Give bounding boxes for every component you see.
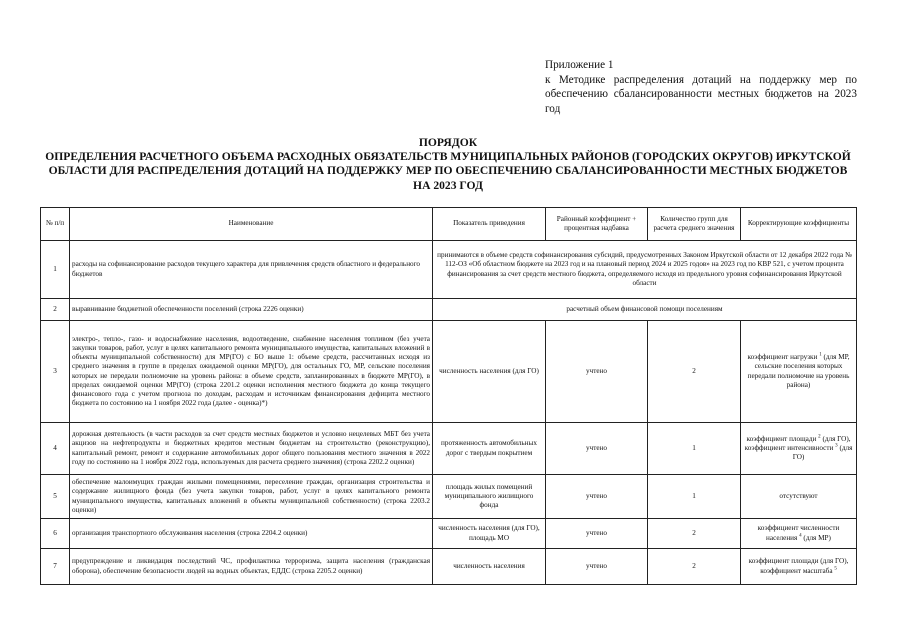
row-name: выравнивание бюджетной обеспеченности поселений (строка 2226 оценки)	[70, 299, 433, 321]
table-row	[41, 241, 857, 299]
row-correction	[741, 549, 857, 585]
table-row	[41, 321, 857, 423]
footnote-mark: 5	[834, 566, 837, 572]
header-name: Наименование	[70, 208, 433, 241]
correction-text-cont: (для МР)	[803, 533, 831, 542]
footnote-mark: 2	[818, 434, 821, 440]
row-number: 6	[41, 519, 70, 549]
row-merged-value: расчетный объем финансовой помощи поселениям	[433, 299, 857, 321]
header-correction: Корректирующие коэффициенты	[741, 208, 857, 241]
row-correction	[741, 423, 857, 475]
row-indicator: численность населения (для ГО)	[433, 321, 546, 423]
row-name: электро-, тепло-, газо- и водоснабжение населения, водоотведение, снабжение населения топливом (без учета закупки товаров, работ, услуг в целях капитального ремонта муниципального имущества, капитальных вложений в объекты муниципальной собственности) для МР(ГО) с БО выше 1: объеме средств, рассчитанных исходя из среднего значения в группе в пределах ожидаемой оценки МР(ГО), для остальных ГО, МР, сельские поселения которых не передали полномочие на уровень района: в объеме средств, запланированных в бюджете МР(ГО), в пределах ожидаемой оценки МР(ГО) (строка 2201.2 оценки исполнения местного бюджета до конца текущего финансового года с учетом прогноза по доходам, расходам и источникам финансирования дефицита местного бюджета по состоянию на 1 ноября 2022 года (далее - оценка)*)	[70, 321, 433, 423]
row-number: 5	[41, 475, 70, 519]
annex-text: к Методике распределения дотаций на поддержку мер по обеспечению сбалансированности местных бюджетов на 2023 год	[545, 73, 857, 115]
correction-text: коэффициент нагрузки	[747, 353, 818, 362]
row-correction: отсутствуют	[741, 475, 857, 519]
correction-text-cont: (для МР, сельские поселения которых передали полномочие на уровень района)	[747, 353, 850, 389]
row-number: 1	[41, 241, 70, 299]
row-number: 2	[41, 299, 70, 321]
correction-text: коэффициент площади	[746, 434, 817, 443]
row-indicator: протяженность автомобильных дорог с твердым покрытием	[433, 423, 546, 475]
row-groups: 2	[648, 321, 741, 423]
table-row	[41, 549, 857, 585]
row-name: организация транспортного обслуживания населения (строка 2204.2 оценки)	[70, 519, 433, 549]
table-row	[41, 299, 857, 321]
table-row	[41, 519, 857, 549]
row-name: обеспечение малоимущих граждан жилыми помещениями, переселение граждан, организация строительства и содержание жилищного фонда (без учета закупки товаров, работ, услуг в целях капитального ремонта муниципального имущества, капитальных вложений в объекты муниципальной собственности) (строка 2203.2 оценки)	[70, 475, 433, 519]
row-number: 3	[41, 321, 70, 423]
footnote-mark: 3	[835, 443, 838, 449]
row-groups: 1	[648, 423, 741, 475]
header-indicator: Показатель приведения	[433, 208, 546, 241]
row-groups: 1	[648, 475, 741, 519]
correction-text-end: (для ГО)	[792, 443, 853, 462]
annex-number: Приложение 1	[545, 59, 614, 71]
title-heading: ПОРЯДОК	[418, 136, 478, 149]
footnote-mark: 1	[819, 352, 822, 358]
header-number: № п/п	[41, 208, 70, 241]
table-header-row	[41, 208, 857, 241]
row-coefficient: учтено	[546, 475, 648, 519]
header-coefficient: Районный коэффициент + процентная надбавка	[546, 208, 648, 241]
row-indicator: численность населения	[433, 549, 546, 585]
table-row	[41, 475, 857, 519]
annex-note	[545, 58, 857, 116]
row-groups: 2	[648, 549, 741, 585]
row-merged-value: принимаются в объеме средств софинансирования субсидий, предусмотренных Законом Иркутской области от 12 декабря 2022 года № 112-ОЗ «Об областном бюджете на 2023 год и на плановый период 2024 и 2025 годов» на 2023 год по КВР 521, с учетом процента финансирования за счет средств местного бюджета, определяемого исходя из предельного уровня софинансирования Иркутской области	[433, 241, 857, 299]
row-coefficient: учтено	[546, 321, 648, 423]
row-coefficient: учтено	[546, 549, 648, 585]
header-groups: Количество групп для расчета среднего значения	[648, 208, 741, 241]
row-indicator: численность населения (для ГО), площадь МО	[433, 519, 546, 549]
table-row	[41, 423, 857, 475]
row-name: предупреждение и ликвидация последствий ЧС, профилактика терроризма, защита населения (гражданская оборона), обеспечение безопасности людей на водных объектах, ЕДДС (строка 2205.2 оценки)	[70, 549, 433, 585]
row-groups: 2	[648, 519, 741, 549]
footnote-mark: 4	[799, 533, 802, 539]
row-name: расходы на софинансирование расходов текущего характера для привлечения средств областного и федерального бюджетов	[70, 241, 433, 299]
distribution-table	[40, 207, 857, 585]
row-number: 7	[41, 549, 70, 585]
row-coefficient: учтено	[546, 423, 648, 475]
row-coefficient: учтено	[546, 519, 648, 549]
title-subheading: ОПРЕДЕЛЕНИЯ РАСЧЕТНОГО ОБЪЕМА РАСХОДНЫХ ОБЯЗАТЕЛЬСТВ МУНИЦИПАЛЬНЫХ РАЙОНОВ (ГОРОДСКИХ ОКРУГОВ) ИРКУТСКОЙ ОБЛАСТИ ДЛЯ РАСПРЕДЕЛЕНИЯ ДОТАЦИЙ НА ПОДДЕРЖКУ МЕР ПО ОБЕСПЕЧЕНИЮ СБАЛАНСИРОВАННОСТИ МЕСТНЫХ БЮДЖЕТОВ НА 2023 ГОД	[45, 150, 851, 192]
row-correction	[741, 321, 857, 423]
correction-text: коэффициент площади (для ГО), коэффициент масштаба	[748, 557, 849, 575]
row-indicator: площадь жилых помещений муниципального жилищного фонда	[433, 475, 546, 519]
row-name: дорожная деятельность (в части расходов за счет средств местных бюджетов и условно нецелевых МБТ без учета акцизов на нефтепродукты и бюджетных кредитов местным бюджетам на строительство (реконструкцию), капитальный ремонт, ремонт и содержание автомобильных дорог общего пользования местного значения в 2022 году по состоянию на 1 ноября 2022 года, используемых для расчета среднего значения) (строка 2202.2 оценки)	[70, 423, 433, 475]
row-correction	[741, 519, 857, 549]
row-number: 4	[41, 423, 70, 475]
correction-text-cont: (для ГО), коэффициент интенсивности	[744, 434, 851, 452]
document-title	[40, 136, 856, 193]
correction-text: коэффициент численности населения	[757, 524, 840, 542]
